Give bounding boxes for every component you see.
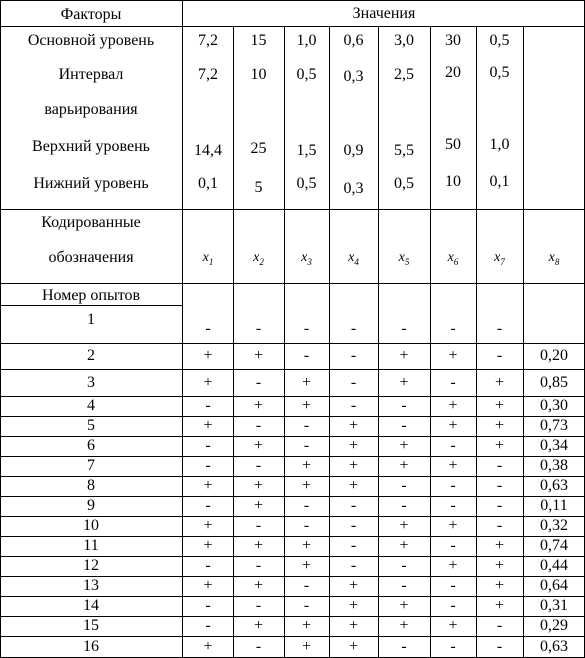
factor-sign: + (448, 617, 458, 634)
factor-sign: - (303, 347, 310, 364)
level-label-interval: Интервал (58, 66, 124, 83)
factor-sign: + (494, 577, 505, 594)
factor-sign: + (253, 617, 264, 634)
experiment-number: 14 (83, 597, 99, 614)
response-value: 0,73 (540, 417, 568, 434)
factor-sign: - (450, 373, 456, 391)
level-value: 50 (445, 136, 461, 153)
factor-sign: - (496, 320, 503, 337)
response-value: 0,29 (540, 617, 568, 634)
coded-rule (0, 283, 585, 284)
factor-sign: + (203, 577, 213, 594)
level-value: 0,1 (489, 173, 510, 190)
factor-sign: + (348, 457, 359, 474)
factor-sign: + (203, 517, 213, 534)
level-label-lower: Нижний уровень (33, 175, 149, 192)
experiments-label: Номер опытов (41, 287, 141, 304)
factor-sign: + (253, 477, 264, 494)
level-value: 0,9 (343, 142, 364, 159)
factor-sign: + (253, 397, 264, 414)
factor-sign: + (399, 437, 409, 454)
level-value: 30 (445, 32, 461, 49)
factor-sign: - (496, 638, 503, 655)
factor-sign: - (496, 347, 503, 364)
factor-sign: - (401, 577, 407, 594)
factor-sign: - (496, 457, 503, 474)
response-value: 0,85 (540, 373, 568, 391)
experiment-number: 15 (83, 617, 99, 634)
factor-sign: + (301, 457, 312, 474)
factor-sign: + (348, 417, 359, 434)
factor-sign: - (255, 597, 262, 614)
factor-sign: + (448, 417, 458, 434)
experiment-number: 11 (83, 537, 99, 554)
level-value: 1,5 (296, 142, 317, 159)
factor-sign: - (350, 537, 357, 554)
level-value: 10 (445, 173, 461, 190)
factor-sign: - (205, 557, 211, 574)
factor-sign: - (205, 320, 211, 337)
level-value: 14,4 (194, 142, 222, 159)
factor-sign: + (253, 497, 264, 514)
experiment-number: 2 (87, 347, 95, 364)
factor-sign: + (348, 437, 359, 454)
values-header: Значения (352, 5, 416, 22)
factor-sign: - (450, 320, 456, 337)
response-value: 0,44 (540, 557, 568, 574)
factor-sign: - (303, 597, 310, 614)
coded-symbol: $x_4$ (348, 250, 359, 267)
header-rule (0, 26, 585, 27)
coded-symbol: $x_5$ (398, 250, 410, 267)
factor-sign: - (350, 557, 357, 574)
factor-sign: + (301, 397, 312, 414)
level-value: 1,0 (296, 32, 317, 49)
level-value: 5,5 (394, 142, 414, 159)
response-value: 0,20 (540, 347, 568, 364)
level-label-base: Основной уровень (27, 32, 155, 49)
level-label-upper: Верхний уровень (32, 138, 150, 155)
response-value: 0,74 (540, 537, 568, 554)
factor-sign: + (494, 537, 505, 554)
coded-symbol: $x_1$ (202, 250, 214, 267)
factor-sign: - (496, 497, 503, 514)
level-value: 0,5 (489, 32, 510, 49)
response-value: 0,63 (540, 638, 568, 655)
experiments-label-rule (0, 305, 182, 306)
level-value: 0,5 (394, 175, 414, 192)
experiment-number: 12 (83, 557, 99, 574)
level-value: 1,0 (489, 136, 510, 153)
factor-sign: + (399, 617, 409, 634)
factor-sign: - (350, 373, 357, 391)
factor-sign: + (203, 477, 213, 494)
factor-sign: - (401, 638, 407, 655)
factor-sign: - (255, 557, 262, 574)
experiment-number: 9 (87, 497, 95, 514)
factor-sign: + (399, 457, 409, 474)
factor-sign: - (205, 397, 211, 414)
level-value: 2,5 (394, 66, 414, 83)
factor-sign: - (255, 373, 262, 391)
response-value: 0,31 (540, 597, 568, 614)
level-value: 3,0 (394, 32, 414, 49)
experiment-row-rule (0, 369, 585, 370)
factor-sign: + (301, 373, 312, 391)
factor-sign: - (401, 557, 407, 574)
factor-sign: - (496, 477, 503, 494)
factor-sign: - (205, 597, 211, 614)
factor-sign: - (205, 457, 211, 474)
factor-sign: + (448, 347, 458, 364)
factor-sign: - (205, 437, 211, 454)
response-value: 0,30 (540, 397, 568, 414)
factor-sign: - (303, 517, 310, 534)
factor-sign: + (448, 457, 458, 474)
factor-sign: - (303, 577, 310, 594)
factor-sign: + (448, 517, 458, 534)
level-value: 5 (254, 179, 263, 196)
coded-symbol: $x_3$ (301, 250, 312, 267)
factor-sign: - (255, 638, 262, 655)
factor-sign: + (253, 577, 264, 594)
factor-sign: + (399, 597, 409, 614)
factors-header: Факторы (60, 6, 122, 23)
factor-sign: + (203, 417, 213, 434)
factor-sign: + (301, 617, 312, 634)
factor-sign: + (301, 557, 312, 574)
factor-sign: - (350, 347, 357, 364)
factor-sign: - (255, 320, 262, 337)
factor-sign: + (399, 373, 409, 391)
experiment-number: 7 (87, 457, 95, 474)
factor-sign: - (255, 457, 262, 474)
factor-sign: + (399, 347, 409, 364)
level-value: 0,5 (296, 66, 317, 83)
factor-sign: + (399, 517, 409, 534)
factor-sign: - (350, 320, 357, 337)
factor-sign: + (348, 477, 359, 494)
response-value: 0,63 (540, 477, 568, 494)
experiment-number: 8 (87, 477, 95, 494)
coded-symbol: $x_7$ (494, 250, 505, 267)
level-value: 0,3 (343, 180, 364, 197)
experiment-row-rule (0, 636, 585, 637)
coded-symbol: $x_2$ (253, 250, 264, 267)
factor-sign: + (494, 597, 505, 614)
level-value: 0,3 (343, 68, 364, 85)
factor-sign: + (494, 437, 505, 454)
factor-sign: + (348, 577, 359, 594)
coded-symbol: $x_8$ (548, 250, 560, 267)
response-value: 0,32 (540, 517, 568, 534)
factor-sign: - (401, 497, 407, 514)
factor-sign: + (203, 537, 213, 554)
experiment-number: 6 (87, 437, 95, 454)
experiment-number: 13 (83, 577, 99, 594)
factor-sign: + (301, 638, 312, 655)
factor-sign: + (494, 417, 505, 434)
level-value: 7,2 (198, 32, 218, 49)
factor-sign: - (303, 417, 310, 434)
factor-sign: + (494, 557, 505, 574)
factor-sign: - (350, 517, 357, 534)
table-border-top (0, 0, 585, 1)
level-value: 0,5 (489, 64, 510, 81)
factor-sign: - (401, 397, 407, 414)
experiment-number: 4 (87, 397, 95, 414)
experiment-number: 3 (87, 373, 95, 391)
factor-sign: - (401, 417, 407, 434)
factor-sign: - (450, 638, 456, 655)
factor-sign: - (303, 320, 310, 337)
factor-sign: - (350, 397, 357, 414)
factor-sign: + (203, 347, 213, 364)
factor-sign: + (399, 537, 409, 554)
factor-sign: + (203, 373, 213, 391)
experiment-number: 16 (83, 638, 99, 655)
level-value: 15 (250, 32, 267, 49)
levels-rule (0, 209, 585, 210)
coded-label-1: Кодированные (41, 214, 141, 231)
factor-sign: - (303, 437, 310, 454)
factor-sign: - (450, 597, 456, 614)
response-value: 0,11 (540, 497, 568, 514)
factor-sign: - (496, 617, 503, 634)
factor-sign: - (350, 497, 357, 514)
factor-sign: + (494, 397, 505, 414)
experiment-row-rule (0, 343, 585, 344)
factor-sign: - (496, 517, 503, 534)
factor-sign: - (450, 477, 456, 494)
factor-sign: - (205, 617, 211, 634)
factor-sign: - (205, 497, 211, 514)
factor-sign: - (450, 537, 456, 554)
level-value: 10 (250, 66, 267, 83)
factor-sign: - (255, 417, 262, 434)
factor-sign: + (348, 597, 359, 614)
factor-sign: - (401, 320, 407, 337)
factor-sign: + (301, 477, 312, 494)
factor-sign: - (401, 477, 407, 494)
response-value: 0,38 (540, 457, 568, 474)
factor-sign: - (303, 497, 310, 514)
level-value: 25 (250, 140, 267, 157)
factor-sign: - (255, 517, 262, 534)
factor-sign: + (301, 537, 312, 554)
level-value: 20 (445, 64, 461, 81)
experiment-number: 10 (83, 517, 99, 534)
level-value: 0,6 (343, 32, 364, 49)
factor-sign: - (450, 497, 456, 514)
level-value: 0,1 (198, 175, 218, 192)
response-value: 0,34 (540, 437, 568, 454)
level-value: 7,2 (198, 66, 218, 83)
experiment-number: 1 (87, 311, 95, 328)
factor-sign: + (494, 373, 505, 391)
factor-sign: + (253, 347, 264, 364)
level-value: 0,5 (296, 175, 317, 192)
factor-sign: + (348, 638, 359, 655)
experiment-number: 5 (87, 417, 95, 434)
level-label-interval-2: варьирования (44, 101, 138, 118)
factor-sign: - (450, 437, 456, 454)
factor-sign: + (253, 437, 264, 454)
factor-sign: - (450, 577, 456, 594)
coded-symbol: $x_6$ (447, 250, 459, 267)
factor-sign: + (448, 397, 458, 414)
factor-sign: + (348, 617, 359, 634)
coded-label-2: обозначения (48, 249, 134, 266)
factor-sign: + (203, 638, 213, 655)
factor-sign: + (448, 557, 458, 574)
factor-sign: + (253, 537, 264, 554)
response-value: 0,64 (540, 577, 568, 594)
